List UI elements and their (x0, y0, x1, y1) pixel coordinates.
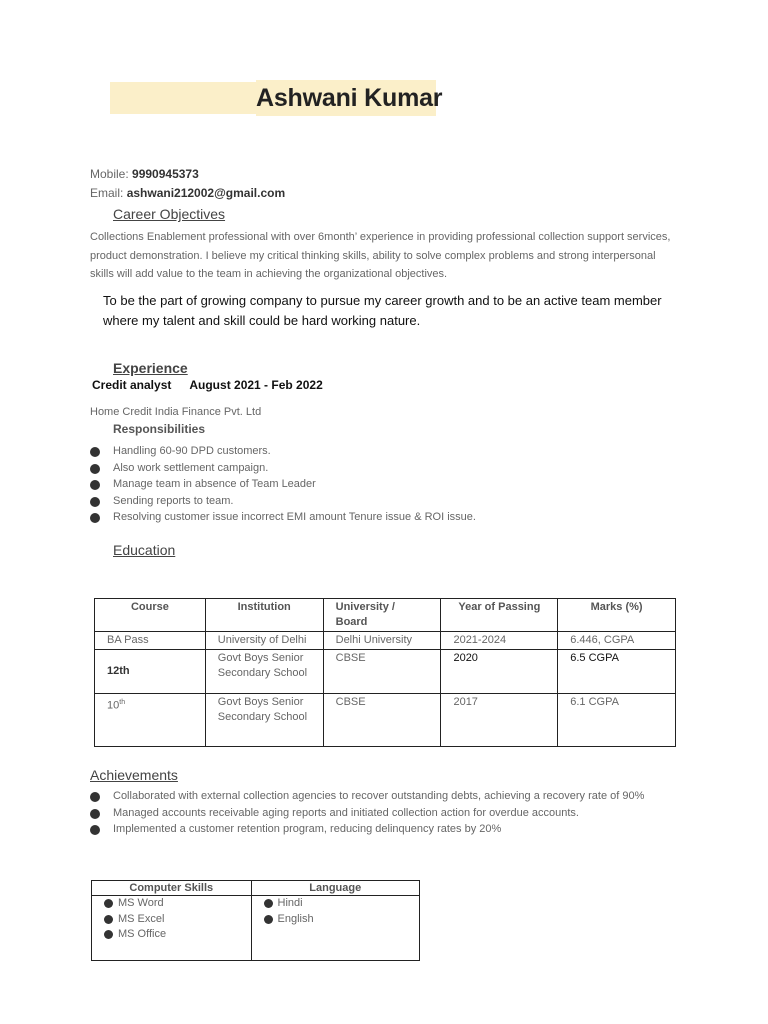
job-title-line (92, 378, 323, 392)
career-objective-statement: To be the part of growing company to pursue my career growth and to be an active team member where my talent and skill could be hard working nature. (103, 293, 662, 328)
bullet-icon (264, 899, 273, 908)
skills-table (91, 880, 420, 961)
bullet-icon (90, 513, 100, 523)
mobile-label: Mobile: (90, 167, 133, 181)
responsibilities-heading: Responsibilities (113, 422, 206, 436)
list-item: Hindi (264, 896, 408, 912)
language-list (264, 896, 408, 927)
bullet-icon (90, 480, 100, 490)
column-header-course: Course (95, 599, 206, 632)
column-header-marks: Marks (%) (558, 599, 676, 632)
column-header-computer-skills: Computer Skills (92, 881, 252, 896)
table-row (95, 632, 676, 650)
bullet-icon (104, 930, 113, 939)
list-item: MS Office (104, 927, 239, 943)
name-highlight-left (110, 82, 257, 114)
column-header-board: University / Board (323, 599, 441, 632)
cell-institution: Govt Boys Senior Secondary School (205, 694, 323, 747)
computer-skills-cell (92, 896, 252, 961)
cell-board: Delhi University (323, 632, 441, 650)
bullet-icon (264, 915, 273, 924)
cell-course: 12th (95, 650, 206, 694)
list-item: Manage team in absence of Team Leader (90, 476, 476, 493)
list-item: Implemented a customer retention program, reducing delinquency rates by 20% (90, 821, 644, 838)
cell-year: 2020 (441, 650, 558, 694)
cell-marks: 6.1 CGPA (558, 694, 676, 747)
bullet-icon (104, 915, 113, 924)
table-row (95, 694, 676, 747)
bullet-icon (90, 497, 100, 507)
bullet-icon (90, 825, 100, 835)
achievements-heading: Achievements (90, 767, 178, 783)
candidate-name: Ashwani Kumar (256, 84, 443, 112)
job-period: August 2021 - Feb 2022 (189, 378, 323, 392)
job-role: Credit analyst (92, 378, 172, 392)
cell-course: BA Pass (95, 632, 206, 650)
mobile-line (90, 167, 199, 181)
email-value: ashwani212002@gmail.com (126, 186, 286, 200)
cell-marks: 6.446, CGPA (558, 632, 676, 650)
list-item: English (264, 912, 408, 928)
experience-heading: Experience (113, 360, 188, 376)
cell-year: 2017 (441, 694, 558, 747)
cell-board: CBSE (323, 694, 441, 747)
column-header-year: Year of Passing (441, 599, 558, 632)
achievements-list (90, 788, 644, 838)
column-header-language: Language (251, 881, 420, 896)
list-item: Handling 60-90 DPD customers. (90, 443, 476, 460)
cell-course: 10th (95, 694, 206, 747)
cell-marks: 6.5 CGPA (558, 650, 676, 694)
table-row (95, 650, 676, 694)
list-item: Managed accounts receivable aging reports and initiated collection action for overdue accounts. (90, 805, 644, 822)
list-item: Also work settlement campaign. (90, 460, 476, 477)
table-header-row (95, 599, 676, 632)
table-row (92, 896, 420, 961)
bullet-icon (90, 809, 100, 819)
list-item: Sending reports to team. (90, 493, 476, 510)
cell-board: CBSE (323, 650, 441, 694)
list-item: Collaborated with external collection agencies to recover outstanding debts, achieving a recovery rate of 90% (90, 788, 644, 805)
email-label: Email: (90, 186, 127, 200)
email-line (90, 186, 285, 200)
career-summary: Collections Enablement professional with over 6month’ experience in providing professional collection support services, product demonstration. I believe my critical thinking skills, ability to solve complex problems and strong interpersonal skills will add value to the team in achieving the organizational objectives. (90, 231, 671, 280)
bullet-icon (90, 447, 100, 457)
cell-institution: Govt Boys Senior Secondary School (205, 650, 323, 694)
education-heading: Education (113, 542, 176, 558)
career-objectives-heading: Career Objectives (113, 206, 226, 222)
list-item: MS Excel (104, 912, 239, 928)
bullet-icon (104, 899, 113, 908)
list-item: Resolving customer issue incorrect EMI amount Tenure issue & ROI issue. (90, 509, 476, 526)
cell-institution: University of Delhi (205, 632, 323, 650)
column-header-institution: Institution (205, 599, 323, 632)
education-table (94, 598, 676, 747)
bullet-icon (90, 792, 100, 802)
computer-skills-list (104, 896, 239, 943)
cell-year: 2021-2024 (441, 632, 558, 650)
mobile-value: 9990945373 (132, 167, 199, 181)
responsibilities-list (90, 443, 476, 526)
bullet-icon (90, 464, 100, 474)
list-item: MS Word (104, 896, 239, 912)
company-name: Home Credit India Finance Pvt. Ltd (90, 406, 262, 418)
language-cell (251, 896, 420, 961)
table-header-row (92, 881, 420, 896)
